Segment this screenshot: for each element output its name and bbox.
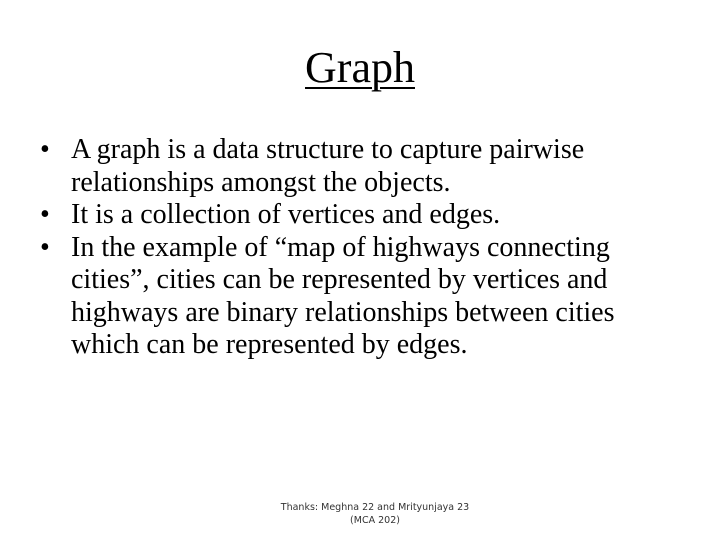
bullet-item — [38, 134, 688, 199]
bullet-text: In the example of “map of highways connecting cities”, cities can be represented by vertices and highways are binary relationships between cities which can be represented by edges. — [71, 231, 615, 360]
bullet-item — [38, 199, 688, 232]
footer-course: (MCA 202) — [350, 515, 400, 526]
bullet-marker: • — [40, 199, 50, 230]
slide-footer — [210, 501, 540, 527]
bullet-text: A graph is a data structure to capture pairwise relationships amongst the objects. — [71, 134, 585, 198]
bullet-text: It is a collection of vertices and edges. — [71, 199, 501, 230]
bullet-marker: • — [40, 134, 50, 165]
footer-credit: Thanks: Meghna 22 and Mrityunjaya 23 — [280, 502, 470, 513]
bullet-marker: • — [40, 231, 50, 263]
slide-title: Graph — [305, 43, 415, 92]
bullet-item — [38, 232, 688, 362]
bullet-list — [38, 134, 688, 362]
